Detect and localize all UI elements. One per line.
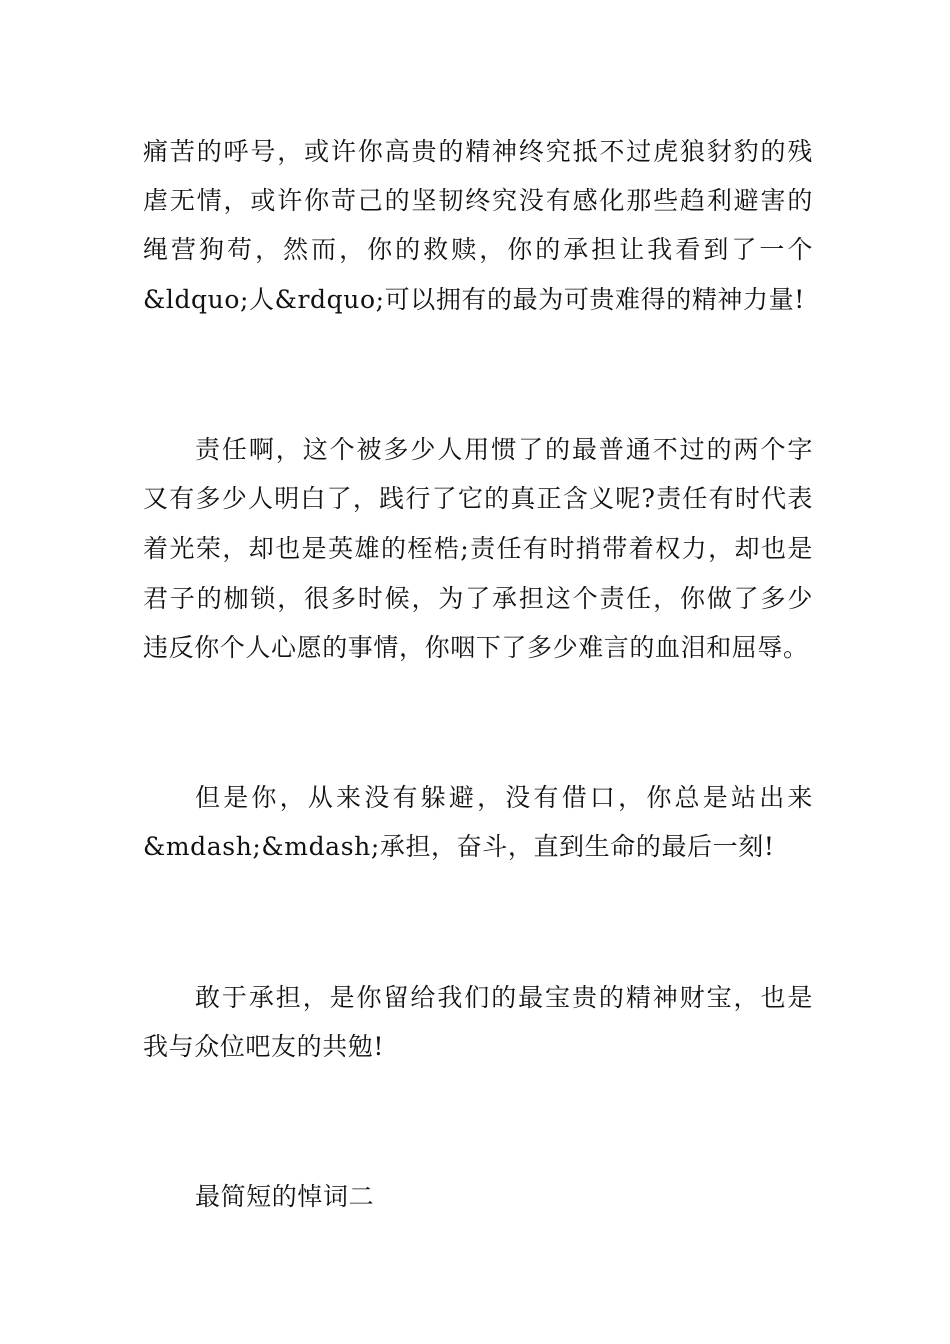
paragraph-2-line-4: 君子的枷锁，很多时候，为了承担这个责任，你做了多少 [143,584,813,613]
paragraph-4-line-1: 敢于承担，是你留给我们的最宝贵的精神财宝，也是 [195,983,813,1012]
paragraph-1-line-1: 痛苦的呼号，或许你高贵的精神终究抵不过虎狼豺豹的残 [143,137,813,166]
paragraph-1-line-4: &ldquo;人&rdquo;可以拥有的最为可贵难得的精神力量! [143,285,805,314]
paragraph-2-line-5: 违反你个人心愿的事情，你咽下了多少难言的血泪和屈辱。 [143,633,809,662]
paragraph-3-line-2: &mdash;&mdash;承担，奋斗，直到生命的最后一刻! [143,832,775,861]
paragraph-2-line-1: 责任啊，这个被多少人用惯了的最普通不过的两个字 [195,435,813,464]
paragraph-2-line-2: 又有多少人明白了，践行了它的真正含义呢?责任有时代表 [143,484,813,513]
paragraph-4-line-2: 我与众位吧友的共勉! [143,1032,385,1061]
paragraph-2-line-3: 着光荣，却也是英雄的桎梏;责任有时捎带着权力，却也是 [143,534,813,563]
section-heading: 最简短的悼词二 [195,1182,375,1211]
paragraph-3-line-1: 但是你，从来没有躲避，没有借口，你总是站出来 [195,783,813,812]
paragraph-1-line-3: 绳营狗苟，然而，你的救赎，你的承担让我看到了一个 [143,235,813,264]
paragraph-1-line-2: 虐无情，或许你苛己的坚韧终究没有感化那些趋利避害的 [143,186,813,215]
